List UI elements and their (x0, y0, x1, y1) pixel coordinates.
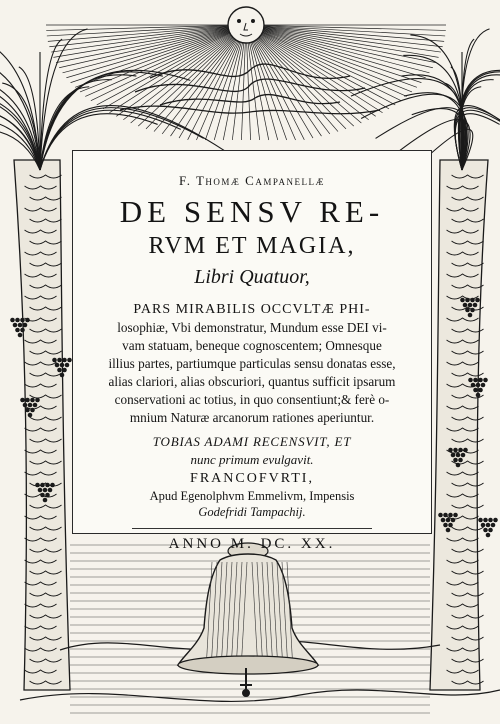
editor-line2: nunc primum evulgavit. (190, 452, 314, 467)
title-plaque (72, 150, 432, 552)
description-line: PARS MIRABILIS OCCVLTÆ PHI- (133, 302, 371, 317)
description-line: illius partes, partiumque particulas sensu donatas esse, (108, 356, 396, 371)
printer-line1: Apud Egenolphvm Emmelivm, Impensis (149, 489, 355, 503)
description-line: losophiæ, Vbi demonstratur, Mundum esse DEI vi- (117, 320, 387, 335)
author-name: F. Thomæ Campanellæ (179, 173, 325, 188)
printer-line2: Godefridi Tampachij. (198, 505, 306, 519)
editor-line1: TOBIAS ADAMI RECENSVIT, ET (152, 434, 352, 449)
publication-year: ANNO M. DC. XX. (168, 536, 336, 552)
publication-city: FRANCOFVRTI, (190, 471, 314, 486)
description-line: conservationi ac totius, in quo consentiunt;& ferè o- (114, 392, 390, 407)
description-line: vam statuam, beneque cognoscentem; Omnesque (122, 338, 382, 353)
book-title-line2: RVM ET MAGIA, (148, 233, 356, 259)
bell-illustration (178, 543, 318, 697)
description-line: alias clariori, alias obscuriori, quantus sufficit ipsarum (108, 374, 396, 389)
description-line: mnium Naturæ arcanorum rationes aperiuntur. (129, 410, 375, 425)
divider-rule (132, 528, 372, 529)
book-subtitle: Libri Quatuor, (194, 266, 310, 288)
book-title-line1: DE SENSV RE- (119, 194, 385, 229)
sun-face-icon (228, 7, 264, 43)
